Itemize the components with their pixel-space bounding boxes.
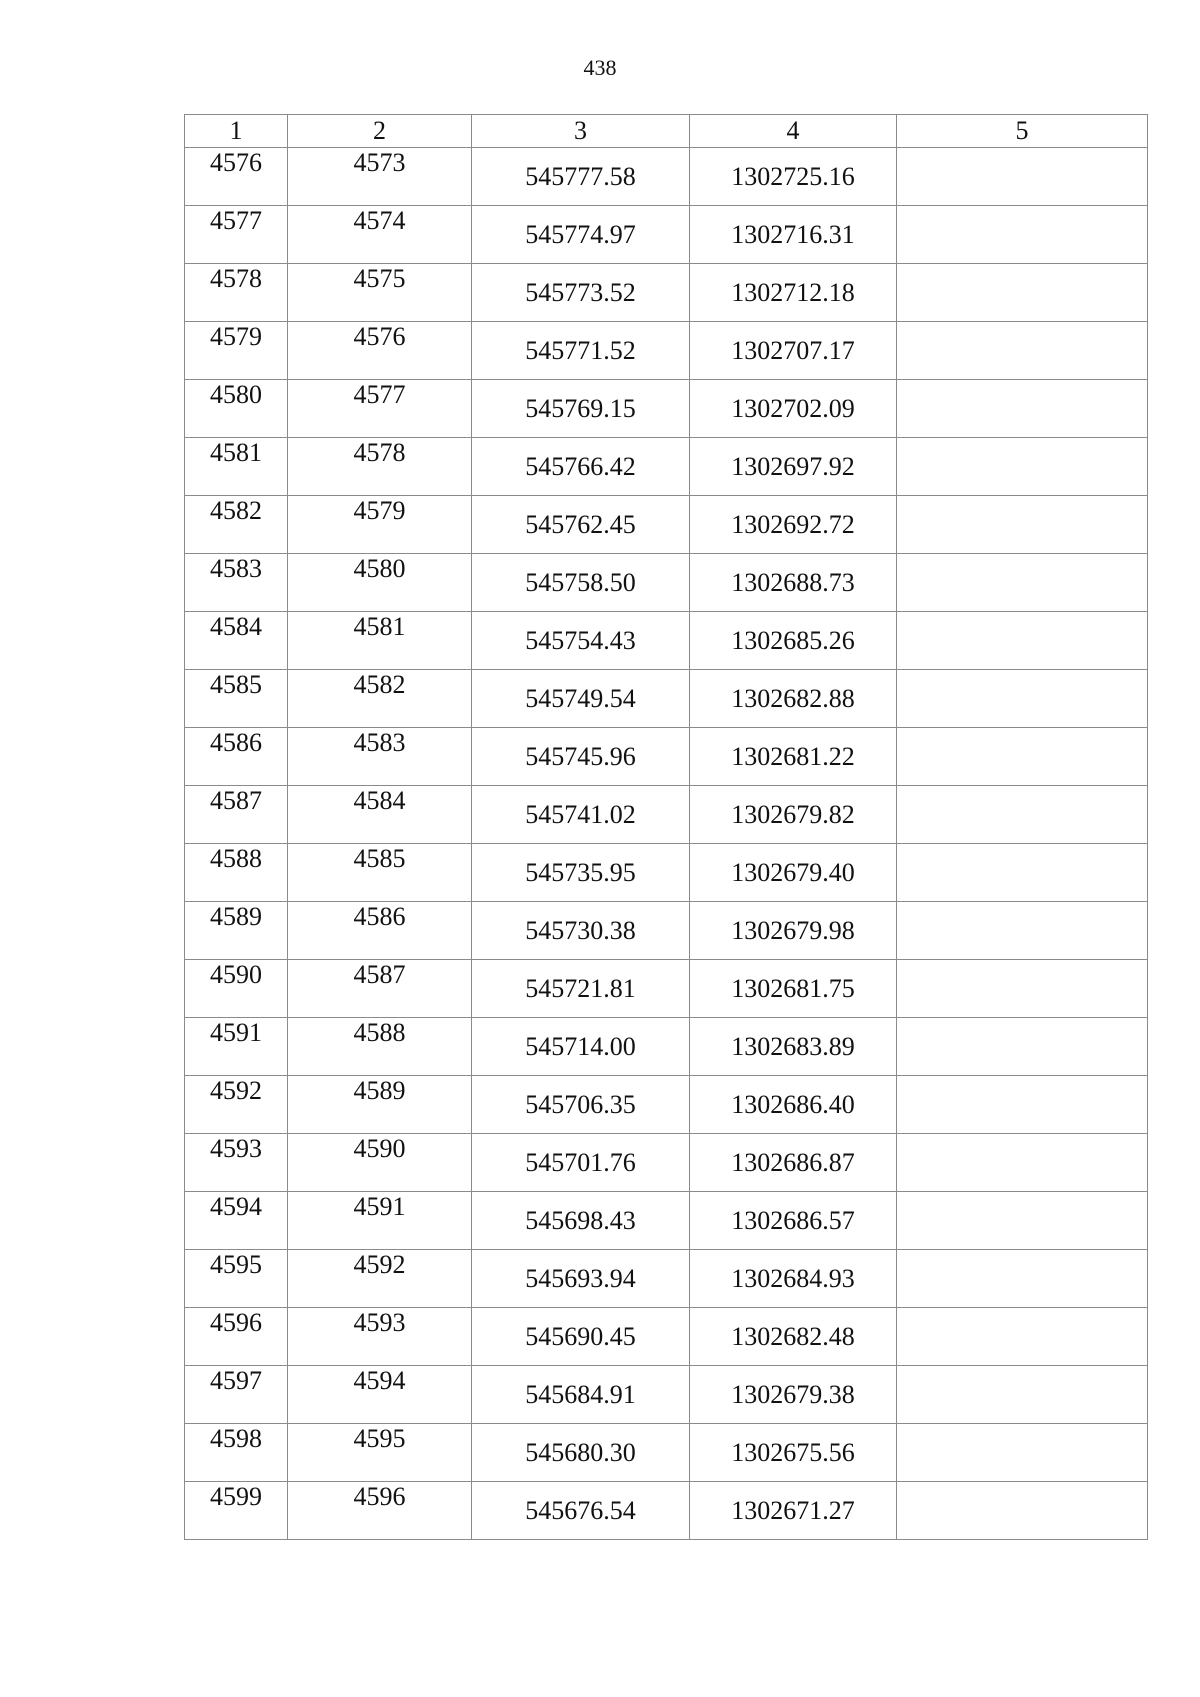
table-cell-col-2: 4590 xyxy=(288,1134,472,1192)
table-cell-col-3: 545714.00 xyxy=(472,1018,690,1076)
table-cell-col-1: 4599 xyxy=(185,1482,288,1540)
table-row xyxy=(185,496,1148,554)
table-cell-col-1: 4581 xyxy=(185,438,288,496)
table-cell-col-4: 1302707.17 xyxy=(690,322,897,380)
table-cell-col-4: 1302679.38 xyxy=(690,1366,897,1424)
table-cell-col-4: 1302725.16 xyxy=(690,148,897,206)
table-cell-col-4: 1302681.75 xyxy=(690,960,897,1018)
table-cell-col-3: 545749.54 xyxy=(472,670,690,728)
table-cell-col-5 xyxy=(897,1192,1148,1250)
table-cell-col-2: 4585 xyxy=(288,844,472,902)
table-cell-col-2: 4577 xyxy=(288,380,472,438)
table-cell-col-2: 4593 xyxy=(288,1308,472,1366)
table-cell-col-1: 4577 xyxy=(185,206,288,264)
column-header-4: 4 xyxy=(690,115,897,148)
table-row xyxy=(185,1018,1148,1076)
table-row xyxy=(185,960,1148,1018)
table-cell-col-2: 4596 xyxy=(288,1482,472,1540)
table-row xyxy=(185,206,1148,264)
table-cell-col-2: 4586 xyxy=(288,902,472,960)
table-cell-col-1: 4587 xyxy=(185,786,288,844)
table-cell-col-2: 4595 xyxy=(288,1424,472,1482)
table-cell-col-4: 1302679.98 xyxy=(690,902,897,960)
table-cell-col-2: 4584 xyxy=(288,786,472,844)
table-cell-col-3: 545706.35 xyxy=(472,1076,690,1134)
table-cell-col-1: 4592 xyxy=(185,1076,288,1134)
table-cell-col-2: 4592 xyxy=(288,1250,472,1308)
table-cell-col-4: 1302697.92 xyxy=(690,438,897,496)
table-cell-col-3: 545698.43 xyxy=(472,1192,690,1250)
table-cell-col-3: 545758.50 xyxy=(472,554,690,612)
table-cell-col-4: 1302675.56 xyxy=(690,1424,897,1482)
table-cell-col-3: 545693.94 xyxy=(472,1250,690,1308)
table-cell-col-3: 545769.15 xyxy=(472,380,690,438)
table-cell-col-1: 4593 xyxy=(185,1134,288,1192)
table-cell-col-2: 4581 xyxy=(288,612,472,670)
table-cell-col-4: 1302716.31 xyxy=(690,206,897,264)
table-row xyxy=(185,670,1148,728)
table-cell-col-4: 1302682.88 xyxy=(690,670,897,728)
table-row xyxy=(185,1366,1148,1424)
table-cell-col-4: 1302686.57 xyxy=(690,1192,897,1250)
table-cell-col-3: 545676.54 xyxy=(472,1482,690,1540)
column-header-3: 3 xyxy=(472,115,690,148)
table-cell-col-1: 4591 xyxy=(185,1018,288,1076)
table-cell-col-1: 4585 xyxy=(185,670,288,728)
table-cell-col-2: 4594 xyxy=(288,1366,472,1424)
table-cell-col-4: 1302692.72 xyxy=(690,496,897,554)
table-cell-col-4: 1302679.82 xyxy=(690,786,897,844)
table-cell-col-3: 545777.58 xyxy=(472,148,690,206)
table-row xyxy=(185,1134,1148,1192)
table-cell-col-1: 4590 xyxy=(185,960,288,1018)
table-cell-col-2: 4576 xyxy=(288,322,472,380)
table-row xyxy=(185,728,1148,786)
table-cell-col-3: 545771.52 xyxy=(472,322,690,380)
table-cell-col-3: 545766.42 xyxy=(472,438,690,496)
table-cell-col-1: 4594 xyxy=(185,1192,288,1250)
table-cell-col-2: 4578 xyxy=(288,438,472,496)
table-cell-col-4: 1302679.40 xyxy=(690,844,897,902)
table-row xyxy=(185,380,1148,438)
table-cell-col-1: 4584 xyxy=(185,612,288,670)
table-cell-col-3: 545762.45 xyxy=(472,496,690,554)
table-cell-col-5 xyxy=(897,1366,1148,1424)
header-row xyxy=(185,115,1148,148)
table-cell-col-4: 1302684.93 xyxy=(690,1250,897,1308)
table-cell-col-3: 545721.81 xyxy=(472,960,690,1018)
table-cell-col-2: 4587 xyxy=(288,960,472,1018)
table-row xyxy=(185,1424,1148,1482)
column-header-1: 1 xyxy=(185,115,288,148)
table-cell-col-4: 1302683.89 xyxy=(690,1018,897,1076)
table-cell-col-5 xyxy=(897,902,1148,960)
table-cell-col-2: 4579 xyxy=(288,496,472,554)
table-cell-col-4: 1302686.40 xyxy=(690,1076,897,1134)
table-row xyxy=(185,1308,1148,1366)
table-cell-col-3: 545745.96 xyxy=(472,728,690,786)
table-cell-col-3: 545701.76 xyxy=(472,1134,690,1192)
table-cell-col-5 xyxy=(897,380,1148,438)
table-cell-col-5 xyxy=(897,844,1148,902)
table-cell-col-5 xyxy=(897,728,1148,786)
table-cell-col-2: 4588 xyxy=(288,1018,472,1076)
page-number: 438 xyxy=(583,55,617,80)
table-cell-col-5 xyxy=(897,438,1148,496)
table-cell-col-2: 4591 xyxy=(288,1192,472,1250)
table-cell-col-1: 4576 xyxy=(185,148,288,206)
column-header-2: 2 xyxy=(288,115,472,148)
coordinates-table xyxy=(184,114,1148,1540)
table-row xyxy=(185,148,1148,206)
table-row xyxy=(185,844,1148,902)
table-cell-col-5 xyxy=(897,554,1148,612)
table-cell-col-5 xyxy=(897,1482,1148,1540)
table-row xyxy=(185,1482,1148,1540)
table-cell-col-1: 4596 xyxy=(185,1308,288,1366)
table-row xyxy=(185,1250,1148,1308)
table-cell-col-4: 1302688.73 xyxy=(690,554,897,612)
table-cell-col-1: 4595 xyxy=(185,1250,288,1308)
table-cell-col-2: 4574 xyxy=(288,206,472,264)
table-cell-col-5 xyxy=(897,322,1148,380)
table-cell-col-3: 545773.52 xyxy=(472,264,690,322)
table-cell-col-4: 1302712.18 xyxy=(690,264,897,322)
table-cell-col-5 xyxy=(897,1076,1148,1134)
table-cell-col-4: 1302685.26 xyxy=(690,612,897,670)
table-row xyxy=(185,322,1148,380)
table-row xyxy=(185,902,1148,960)
table-cell-col-4: 1302702.09 xyxy=(690,380,897,438)
table-row xyxy=(185,554,1148,612)
table-cell-col-1: 4578 xyxy=(185,264,288,322)
table-cell-col-5 xyxy=(897,1308,1148,1366)
table-cell-col-3: 545690.45 xyxy=(472,1308,690,1366)
table-cell-col-1: 4597 xyxy=(185,1366,288,1424)
table-cell-col-4: 1302671.27 xyxy=(690,1482,897,1540)
table-row xyxy=(185,264,1148,322)
table-cell-col-3: 545735.95 xyxy=(472,844,690,902)
table-row xyxy=(185,1076,1148,1134)
table-row xyxy=(185,1192,1148,1250)
table-cell-col-4: 1302686.87 xyxy=(690,1134,897,1192)
table-cell-col-2: 4575 xyxy=(288,264,472,322)
table-cell-col-4: 1302682.48 xyxy=(690,1308,897,1366)
table-cell-col-5 xyxy=(897,206,1148,264)
table-cell-col-2: 4589 xyxy=(288,1076,472,1134)
table-cell-col-5 xyxy=(897,496,1148,554)
table-cell-col-2: 4580 xyxy=(288,554,472,612)
table-row xyxy=(185,438,1148,496)
table-cell-col-5 xyxy=(897,612,1148,670)
column-header-5: 5 xyxy=(897,115,1148,148)
table-cell-col-5 xyxy=(897,670,1148,728)
table-cell-col-1: 4589 xyxy=(185,902,288,960)
table-cell-col-5 xyxy=(897,960,1148,1018)
table-cell-col-2: 4583 xyxy=(288,728,472,786)
table-cell-col-5 xyxy=(897,264,1148,322)
table-cell-col-3: 545684.91 xyxy=(472,1366,690,1424)
table-cell-col-3: 545774.97 xyxy=(472,206,690,264)
table-cell-col-3: 545741.02 xyxy=(472,786,690,844)
table-body xyxy=(185,148,1148,1540)
table-cell-col-1: 4583 xyxy=(185,554,288,612)
table-cell-col-1: 4598 xyxy=(185,1424,288,1482)
table-cell-col-1: 4586 xyxy=(185,728,288,786)
table-cell-col-4: 1302681.22 xyxy=(690,728,897,786)
table-cell-col-2: 4582 xyxy=(288,670,472,728)
table-cell-col-5 xyxy=(897,786,1148,844)
table-cell-col-1: 4579 xyxy=(185,322,288,380)
table-row xyxy=(185,612,1148,670)
table-row xyxy=(185,786,1148,844)
table-cell-col-5 xyxy=(897,148,1148,206)
table-cell-col-1: 4580 xyxy=(185,380,288,438)
table-cell-col-1: 4588 xyxy=(185,844,288,902)
table-cell-col-2: 4573 xyxy=(288,148,472,206)
table-cell-col-3: 545754.43 xyxy=(472,612,690,670)
table-cell-col-3: 545730.38 xyxy=(472,902,690,960)
table-cell-col-5 xyxy=(897,1424,1148,1482)
table-cell-col-1: 4582 xyxy=(185,496,288,554)
table-cell-col-5 xyxy=(897,1134,1148,1192)
table-cell-col-3: 545680.30 xyxy=(472,1424,690,1482)
table-cell-col-5 xyxy=(897,1250,1148,1308)
table-cell-col-5 xyxy=(897,1018,1148,1076)
